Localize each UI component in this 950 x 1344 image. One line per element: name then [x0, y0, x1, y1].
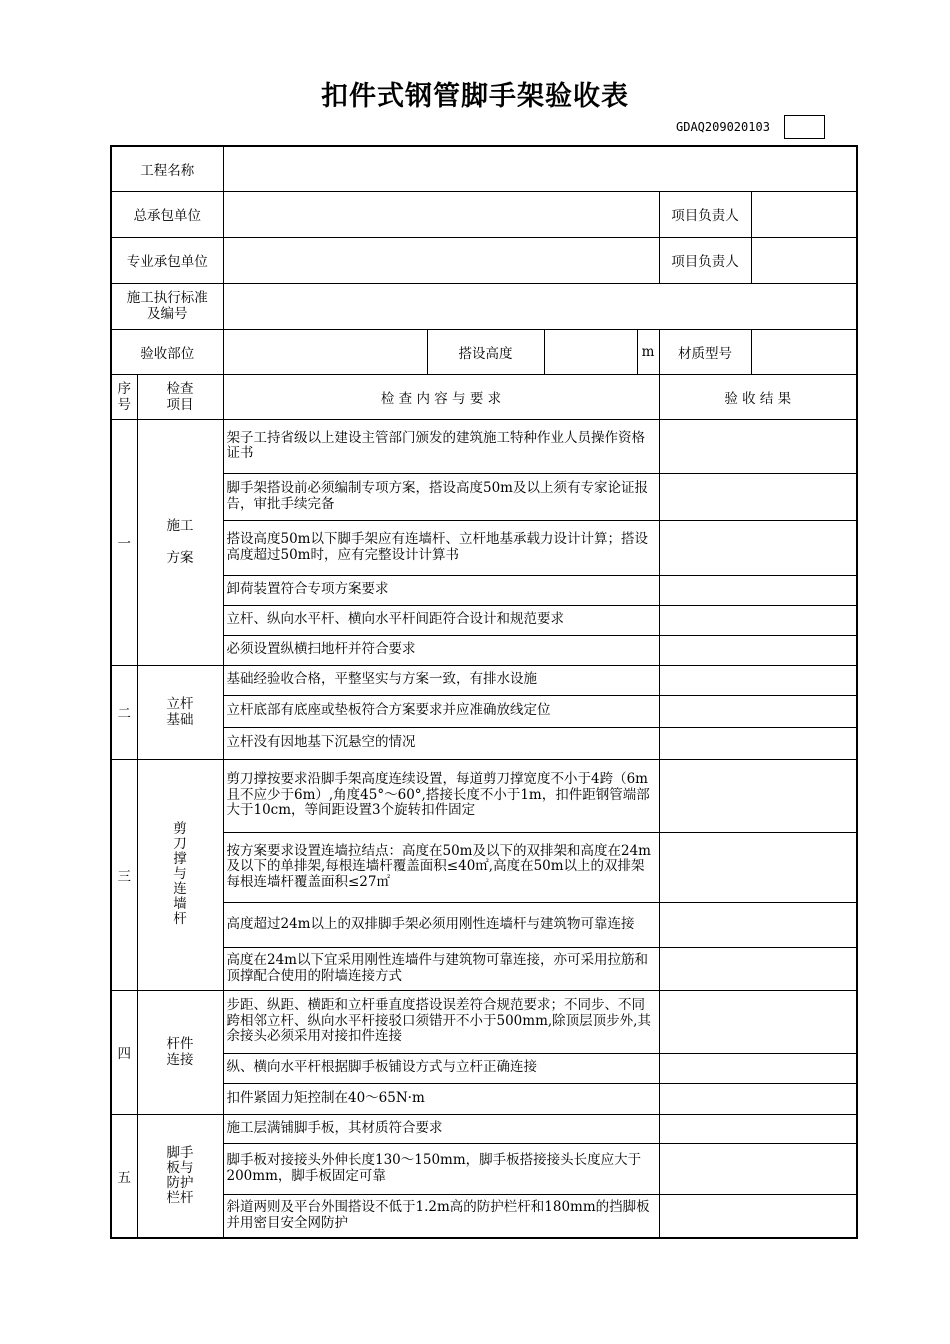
check-row [111, 605, 857, 635]
specialty-contractor-value[interactable] [223, 237, 659, 283]
general-contractor-value[interactable] [223, 191, 659, 237]
project-leader-label-2: 项目负责人 [659, 237, 751, 283]
check-row [111, 990, 857, 1053]
general-contractor-label: 总承包单位 [111, 191, 223, 237]
check-requirement: 斜道两则及平台外围搭设不低于1.2m高的防护栏杆和180mm的挡脚板并用密目安全网防护 [223, 1194, 659, 1238]
form-code: GDAQ209020103 [676, 120, 770, 134]
check-result[interactable] [659, 520, 857, 575]
inspection-part-value[interactable] [223, 329, 427, 374]
check-row [111, 1083, 857, 1114]
section-name: 施工方案 [137, 419, 223, 665]
general-contractor-row [111, 191, 857, 237]
check-requirement: 卸荷装置符合专项方案要求 [223, 575, 659, 605]
check-row [111, 947, 857, 990]
check-result[interactable] [659, 727, 857, 759]
check-result[interactable] [659, 1083, 857, 1114]
check-requirement: 扣件紧固力矩控制在40～65N·m [223, 1083, 659, 1114]
item-header: 检查项目 [137, 374, 223, 419]
check-result[interactable] [659, 832, 857, 902]
project-leader-value-1[interactable] [751, 191, 857, 237]
check-row [111, 473, 857, 520]
check-requirement: 立杆底部有底座或垫板符合方案要求并应准确放线定位 [223, 695, 659, 727]
section-seq: 四 [111, 990, 137, 1114]
check-requirement: 立杆、纵向水平杆、横向水平杆间距符合设计和规范要求 [223, 605, 659, 635]
check-result[interactable] [659, 1143, 857, 1194]
check-result[interactable] [659, 419, 857, 473]
check-requirement: 脚手架搭设前必须编制专项方案，搭设高度50m及以上须有专家论证报告，审批手续完备 [223, 473, 659, 520]
check-row [111, 1053, 857, 1083]
check-row [111, 1194, 857, 1238]
check-requirement: 按方案要求设置连墙拉结点：高度在50m及以下的双排架和高度在24m及以下的单排架,每根连墙杆覆盖面积≤40㎡,高度在50m以上的双排架每根连墙杆覆盖面积≤27㎡ [223, 832, 659, 902]
check-result[interactable] [659, 635, 857, 665]
inspection-part-row [111, 329, 857, 374]
check-result[interactable] [659, 695, 857, 727]
check-requirement: 基础经验收合格，平整坚实与方案一致，有排水设施 [223, 665, 659, 695]
seq-header: 序号 [111, 374, 137, 419]
check-requirement: 高度超过24m以上的双排脚手架必须用刚性连墙杆与建筑物可靠连接 [223, 902, 659, 947]
column-header-row [111, 374, 857, 419]
check-result[interactable] [659, 665, 857, 695]
check-row [111, 1143, 857, 1194]
standard-label: 施工执行标准及编号 [111, 283, 223, 329]
section-name: 杆件连接 [137, 990, 223, 1114]
check-requirement: 高度在24m以下宜采用刚性连墙件与建筑物可靠连接，亦可采用拉筋和顶撑配合使用的附墙连接方式 [223, 947, 659, 990]
check-row [111, 695, 857, 727]
check-result[interactable] [659, 1194, 857, 1238]
check-result[interactable] [659, 1114, 857, 1143]
check-result[interactable] [659, 902, 857, 947]
section-seq: 一 [111, 419, 137, 665]
check-requirement: 步距、纵距、横距和立杆垂直度搭设误差符合规范要求；不同步、不同跨相邻立杆、纵向水平杆接驳口须错开不小于500mm,除顶层顶步外,其余接头必须采用对接扣件连接 [223, 990, 659, 1053]
height-unit: m [637, 329, 659, 374]
result-header: 验 收 结 果 [659, 374, 857, 419]
check-row [111, 419, 857, 473]
check-requirement: 搭设高度50m以下脚手架应有连墙杆、立杆地基承载力设计计算；搭设高度超过50m时，应有完整设计计算书 [223, 520, 659, 575]
check-row [111, 635, 857, 665]
specialty-contractor-row [111, 237, 857, 283]
check-row [111, 727, 857, 759]
section-seq: 二 [111, 665, 137, 759]
form-title: 扣件式钢管脚手架验收表 [321, 81, 629, 112]
check-requirement: 必须设置纵横扫地杆并符合要求 [223, 635, 659, 665]
check-row [111, 832, 857, 902]
inspection-form-table [110, 145, 858, 1239]
check-row [111, 1114, 857, 1143]
check-requirement: 架子工持省级以上建设主管部门颁发的建筑施工特种作业人员操作资格证书 [223, 419, 659, 473]
check-result[interactable] [659, 990, 857, 1053]
project-name-label: 工程名称 [111, 146, 223, 191]
check-result[interactable] [659, 605, 857, 635]
project-leader-value-2[interactable] [751, 237, 857, 283]
project-name-row [111, 146, 857, 191]
specialty-contractor-label: 专业承包单位 [111, 237, 223, 283]
form-code-box[interactable] [784, 115, 825, 139]
check-requirement: 施工层满铺脚手板，其材质符合要求 [223, 1114, 659, 1143]
check-requirement: 剪刀撑按要求沿脚手架高度连续设置，每道剪刀撑宽度不小于4跨（6m且不应少于6m）,角度45°～60°,搭接长度不小于1m，扣件距钢管端部大于10cm，等间距设置3个旋转扣件固定 [223, 759, 659, 832]
check-row [111, 575, 857, 605]
section-seq: 五 [111, 1114, 137, 1238]
check-row [111, 759, 857, 832]
check-result[interactable] [659, 473, 857, 520]
check-result[interactable] [659, 1053, 857, 1083]
inspection-part-label: 验收部位 [111, 329, 223, 374]
section-name: 剪刀撑与连墙杆 [137, 759, 223, 990]
project-leader-label-1: 项目负责人 [659, 191, 751, 237]
check-requirement: 纵、横向水平杆根据脚手板铺设方式与立杆正确连接 [223, 1053, 659, 1083]
check-row [111, 665, 857, 695]
height-label: 搭设高度 [427, 329, 544, 374]
section-seq: 三 [111, 759, 137, 990]
check-row [111, 520, 857, 575]
standard-value[interactable] [223, 283, 857, 329]
check-requirement: 立杆没有因地基下沉悬空的情况 [223, 727, 659, 759]
height-value[interactable] [544, 329, 637, 374]
section-name: 脚手板与防护栏杆 [137, 1114, 223, 1238]
check-result[interactable] [659, 759, 857, 832]
check-result[interactable] [659, 575, 857, 605]
check-row [111, 902, 857, 947]
material-label: 材质型号 [659, 329, 751, 374]
section-name: 立杆基础 [137, 665, 223, 759]
check-requirement: 脚手板对接接头外伸长度130～150mm，脚手板搭接接头长度应大于200mm，脚手板固定可靠 [223, 1143, 659, 1194]
standard-row [111, 283, 857, 329]
project-name-value[interactable] [223, 146, 857, 191]
material-value[interactable] [751, 329, 857, 374]
content-header: 检 查 内 容 与 要 求 [223, 374, 659, 419]
check-result[interactable] [659, 947, 857, 990]
